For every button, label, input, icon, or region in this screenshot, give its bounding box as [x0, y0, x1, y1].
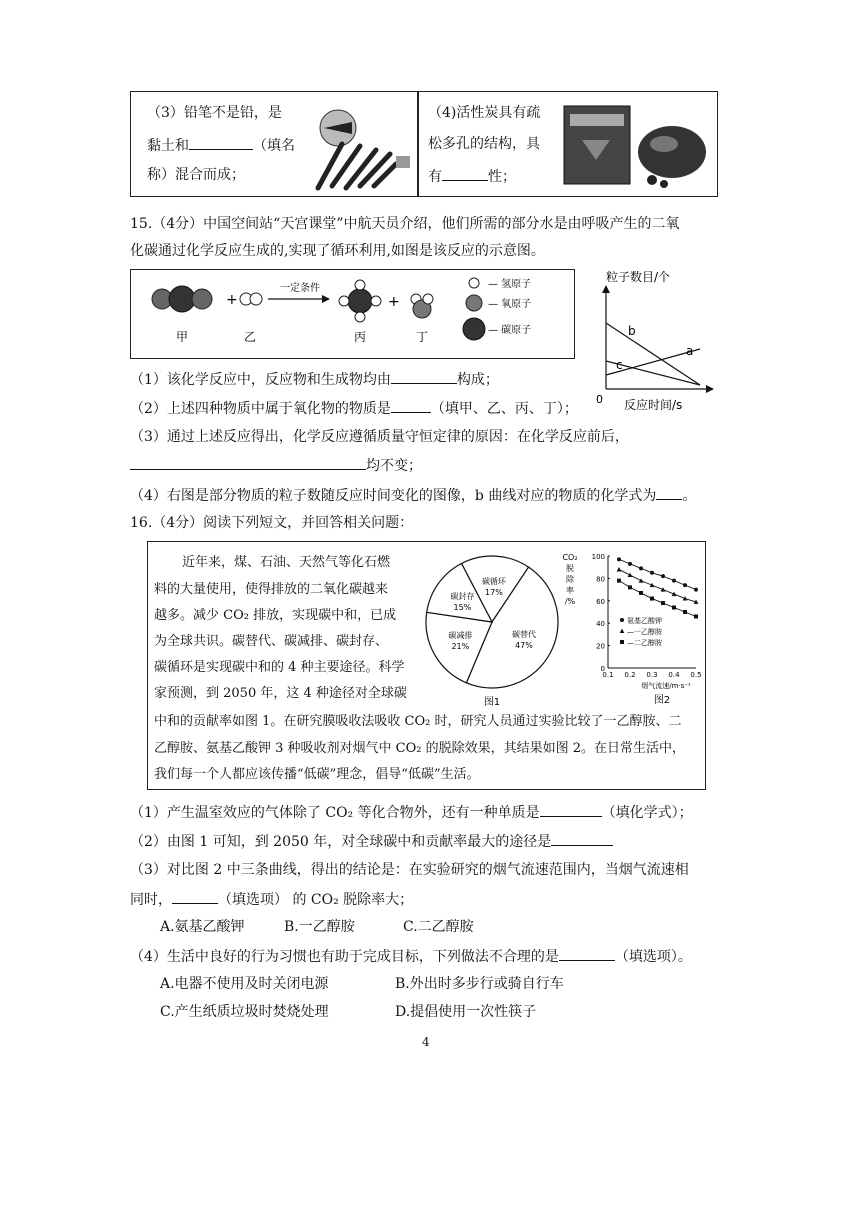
fig2-ylabel-part: CO₂ — [562, 553, 578, 562]
q14-right-line3 — [428, 166, 516, 186]
q14-blank-1[interactable] — [189, 135, 253, 150]
fig2-point-二乙醇胺 — [650, 597, 654, 601]
q16-passage-line9: 我们每一个人都应该传播“低碳”理念，倡导“低碳”生活。 — [154, 767, 480, 782]
plus-sign-2: + — [388, 294, 400, 310]
fig2-point-二乙醇胺 — [683, 610, 687, 614]
molecule-ding — [411, 294, 433, 318]
q14-left-line2a: 黏土和 — [147, 138, 189, 154]
fig2-xtick-label: 0.1 — [602, 671, 614, 679]
fig1-caption: 图1 — [483, 697, 501, 708]
molecule-bing — [339, 280, 381, 322]
q16-q4-option-b[interactable]: B.外出时多步行或骑自行车 — [395, 976, 564, 992]
q15-reaction-diagram — [132, 271, 572, 355]
fig1-pie-chart — [420, 550, 560, 712]
q16-q1 — [130, 802, 693, 822]
fig2-legend-marker — [620, 640, 624, 644]
q16-blank-3[interactable] — [172, 889, 218, 904]
fig2-ylabel-part: /% — [564, 597, 576, 606]
fig2-point-一乙醇胺 — [639, 578, 644, 582]
fig2-xtick-label: 0.2 — [624, 671, 636, 679]
fig2-legend-marker — [620, 618, 624, 622]
fig2-legend-一乙醇胺: —一乙醇胺 — [627, 628, 662, 636]
fig2-point-氨基乙酸钾 — [639, 566, 643, 570]
q16-q4-text: （4）生活中良好的行为习惯也有助于完成目标，下列做法不合理的是 — [130, 949, 559, 965]
q15-sub1a: （1）该化学反应中，反应物和生成物均由 — [130, 372, 391, 388]
q16-q1a: （1）产生温室效应的气体除了 CO₂ 等化合物外，还有一种单质是 — [130, 805, 540, 821]
label-yi: 乙 — [243, 330, 257, 344]
fig2-point-氨基乙酸钾 — [683, 583, 687, 587]
q14-left-line2 — [147, 135, 295, 155]
q16-passage-line3: 越多。减少 CO₂ 排放，实现碳中和，已成 — [154, 608, 397, 623]
q15-sub1b: 构成； — [456, 372, 499, 388]
pie-value-碳减排: 21% — [451, 641, 470, 651]
molecule-yi — [240, 293, 262, 305]
q16-q4 — [130, 946, 692, 966]
curve-b-label: b — [628, 324, 636, 338]
fig2-ytick-label: 20 — [596, 642, 605, 651]
q15-blank-3[interactable] — [130, 455, 366, 470]
q16-passage-line2: 料的大量使用，使得排放的二氧化碳越来 — [154, 582, 389, 597]
legend-carbon: — 碳原子 — [488, 325, 532, 336]
q16-q4-option-a[interactable]: A.电器不使用及时关闭电源 — [160, 976, 329, 992]
q16-q2 — [130, 831, 613, 851]
q14-right-line1: （4)活性炭具有疏 — [428, 105, 541, 121]
fig2-point-氨基乙酸钾 — [650, 571, 654, 575]
fig2-point-氨基乙酸钾 — [694, 588, 698, 592]
molecule-jia — [152, 286, 212, 312]
pie-label-碳封存: 碳封存 — [450, 591, 475, 601]
q15-sub4-text: （4）右图是部分物质的粒子数随反应时间变化的图像，b 曲线对应的物质的化学式为 — [130, 488, 657, 504]
pie-label-碳循环: 碳循环 — [481, 576, 506, 586]
q16-q3b2: （填选项） 的 CO₂ 脱除率大； — [218, 892, 414, 908]
q16-q3: （3）对比图 2 中三条曲线，得出的结论是：在实验研究的烟气流速范围内，当烟气流速相 — [130, 862, 689, 878]
legend-hydrogen: — 氢原子 — [488, 279, 532, 290]
pie-value-碳替代: 47% — [515, 641, 533, 651]
q16-passage-line7: 中和的贡献率如图 1。在研究膜吸收法吸收 CO₂ 时，研究人员通过实验比较了一乙醇胺、二 — [154, 714, 682, 729]
fig2-point-氨基乙酸钾 — [628, 562, 632, 566]
q16-passage-line5: 碳循环是实现碳中和的 4 种主要途径。科学 — [154, 660, 405, 675]
fig2-point-氨基乙酸钾 — [617, 557, 621, 561]
q16-q1b: （填化学式）； — [601, 805, 693, 821]
oxygen-atom-icon — [466, 295, 482, 311]
curve-a-label: a — [686, 344, 694, 358]
pie-value-碳循环: 17% — [485, 587, 503, 597]
q16-passage-line4: 为全球共识。碳替代、碳减排、碳封存、 — [154, 634, 389, 649]
fig2-ytick-label: 40 — [596, 620, 605, 629]
fig2-point-氨基乙酸钾 — [672, 579, 676, 583]
fig2-point-二乙醇胺 — [639, 591, 643, 595]
fig2-point-二乙醇胺 — [661, 601, 665, 605]
q15-sub3b: 均不变； — [366, 458, 422, 474]
q15-sub3: （3）通过上述反应得出，化学反应遵循质量守恒定律的原因：在化学反应前后， — [130, 429, 629, 445]
fig2-ytick-label: 0 — [600, 665, 605, 673]
q16-q3-option-a[interactable]: A.氨基乙酸钾 — [160, 919, 245, 935]
fig2-xtick-label: 0.4 — [668, 671, 680, 679]
graph-ylabel: 粒子数目/个 — [606, 270, 671, 284]
q15-blank-1[interactable] — [391, 369, 457, 384]
q15-sub4 — [130, 485, 696, 505]
pie-value-碳封存: 15% — [453, 602, 472, 612]
fig2-ylabel-part: 除 — [566, 575, 574, 584]
q14-right-line3b: 性； — [488, 169, 516, 185]
legend-oxygen: — 氧原子 — [488, 299, 532, 310]
q15-sub2a: （2）上述四种物质中属于氧化物的物质是 — [130, 401, 391, 417]
fig2-xtick-label: 0.3 — [646, 671, 658, 679]
activated-carbon-image — [560, 100, 710, 192]
q16-blank-1[interactable] — [540, 802, 602, 817]
q16-q4-option-d[interactable]: D.提倡使用一次性筷子 — [395, 1004, 537, 1020]
graph-xlabel: 反应时间/s — [624, 398, 683, 412]
q15-sub4-end: 。 — [682, 488, 697, 504]
curve-c-label: c — [616, 358, 623, 372]
q14-left-line2b: （填名 — [253, 138, 295, 154]
fig2-xlabel: 烟气流速/m·s⁻¹ — [641, 682, 691, 690]
q16-passage-line8: 乙醇胺、氨基乙酸钾 3 种吸收剂对烟气中 CO₂ 的脱除效果，其结果如图 2。在日常生活中， — [154, 741, 686, 756]
fig2-legend-marker — [620, 629, 625, 633]
fig2-ylabel-part: 率 — [566, 586, 574, 595]
q16-q4-option-c[interactable]: C.产生纸质垃圾时焚烧处理 — [160, 1004, 329, 1020]
fig2-point-二乙醇胺 — [617, 579, 621, 583]
q16-q3-option-c[interactable]: C.二乙醇胺 — [403, 919, 474, 935]
pie-label-碳减排: 碳减排 — [448, 630, 473, 640]
q16-q3-option-b[interactable]: B.一乙醇胺 — [284, 919, 355, 935]
q14-left-line1: （3）铅笔不是铅，是 — [147, 105, 282, 121]
q15-sub1 — [130, 369, 499, 389]
hydrogen-atom-icon — [469, 278, 479, 288]
q16-blank-2[interactable] — [551, 831, 613, 846]
q14-left-line3: 称）混合而成； — [147, 167, 245, 183]
pie-label-碳替代: 碳替代 — [511, 630, 536, 640]
label-jia: 甲 — [175, 330, 189, 344]
q15-blank-4[interactable] — [656, 485, 682, 500]
q16-q4-end: （填选项）。 — [614, 949, 692, 965]
q16-q2-text: （2）由图 1 可知，到 2050 年，对全球碳中和贡献率最大的途径是 — [130, 834, 552, 850]
q16-q3b1: 同时， — [130, 892, 172, 908]
fig2-point-二乙醇胺 — [694, 614, 698, 618]
q14-divider — [417, 91, 419, 197]
fig2-legend-氨基乙酸钾: 氨基乙酸钾 — [627, 617, 662, 625]
q15-stem-line2: 化碳通过化学反应生成的,实现了循环利用,如图是该反应的示意图。 — [130, 243, 545, 259]
fig2-line-chart — [562, 548, 704, 710]
page-number: 4 — [422, 1035, 430, 1049]
q15-blank-2[interactable] — [391, 398, 431, 413]
fig2-point-氨基乙酸钾 — [661, 574, 665, 578]
graph-origin: 0 — [596, 393, 603, 406]
q15-sub2b: （填甲、乙、丙、丁）； — [430, 401, 578, 417]
q16-q3-cont — [130, 889, 413, 909]
fig2-point-一乙醇胺 — [628, 573, 633, 577]
fig2-ytick-label: 80 — [596, 575, 605, 584]
q15-stem-line1: 15.（4分）中国空间站“天宫课堂”中航天员介绍，他们所需的部分水是由呼吸产生的二氧 — [130, 216, 680, 232]
fig2-ytick-label: 60 — [596, 597, 605, 606]
fig2-xtick-label: 0.5 — [690, 671, 702, 679]
fig2-ytick-label: 100 — [591, 553, 605, 561]
q16-passage-line6: 家预测，到 2050 年，这 4 种途径对全球碳 — [154, 686, 407, 701]
label-bing: 丙 — [353, 330, 367, 344]
label-ding: 丁 — [415, 330, 429, 344]
pencil-graphite-image — [306, 100, 414, 192]
fig2-legend-二乙醇胺: —二乙醇胺 — [627, 639, 662, 647]
q14-right-line3a: 有 — [428, 169, 442, 185]
q15-particle-graph — [590, 265, 720, 415]
fig2-point-二乙醇胺 — [672, 606, 676, 610]
q14-blank-2[interactable] — [442, 166, 488, 181]
fig2-point-一乙醇胺 — [617, 567, 622, 571]
reaction-condition: 一定条件 — [280, 283, 320, 294]
fig2-caption: 图2 — [653, 695, 671, 706]
q16-blank-4[interactable] — [559, 946, 615, 961]
plus-sign-1: + — [226, 292, 238, 308]
q16-stem: 16.（4分）阅读下列短文，并回答相关问题： — [130, 515, 414, 531]
fig2-ylabel-part: 脱 — [566, 564, 574, 573]
q15-sub3-cont — [130, 455, 422, 475]
q16-passage-line1: 近年来，煤、石油、天然气等化石燃 — [182, 555, 391, 570]
q15-sub2 — [130, 398, 578, 418]
fig2-point-二乙醇胺 — [628, 585, 632, 589]
q14-right-line2: 松多孔的结构，具 — [428, 136, 540, 152]
carbon-atom-icon — [463, 318, 485, 340]
